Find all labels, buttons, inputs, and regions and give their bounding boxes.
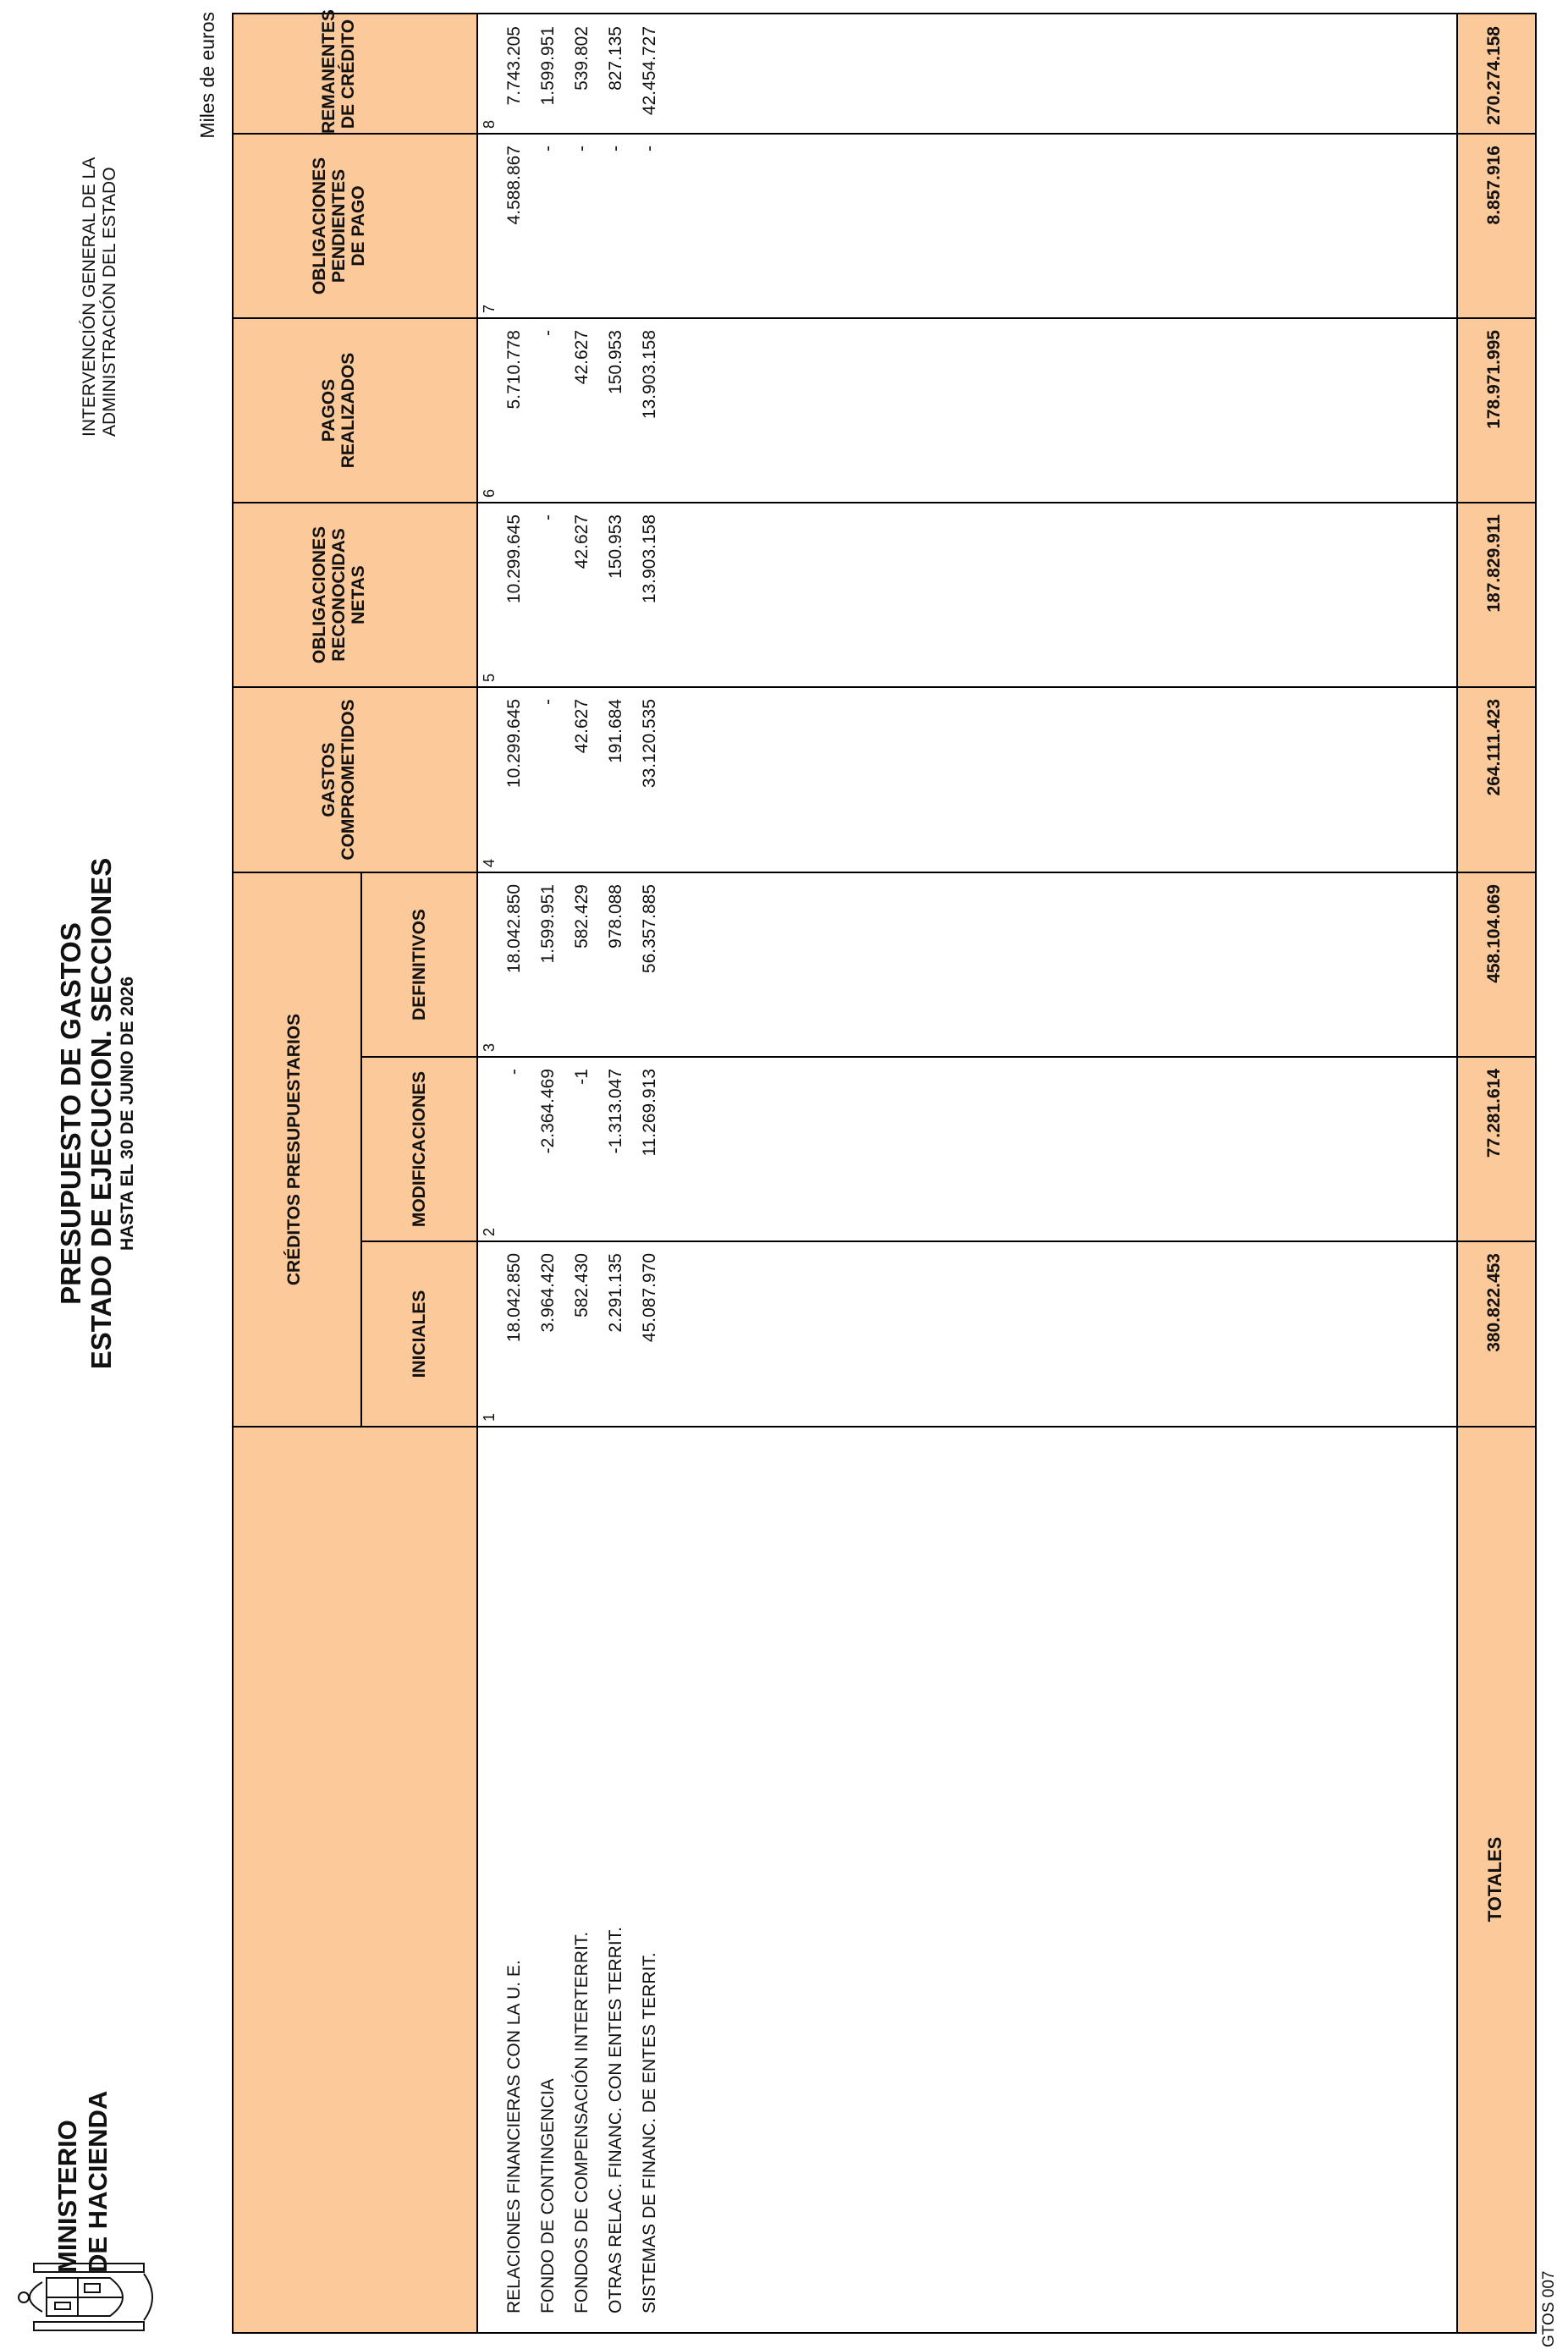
- table-cell: -2.364.469: [538, 1069, 558, 1154]
- table-cell: 42.627: [572, 699, 591, 754]
- column-header-4: COMPROMETIDOS: [338, 699, 358, 861]
- column-rule: [234, 1426, 1535, 1428]
- table-cell: 10.299.645: [504, 514, 524, 604]
- row-label: OTRAS RELAC. FINANC. CON ENTES TERRIT.: [606, 1926, 625, 2313]
- column-header-2: MODIFICACIONES: [409, 1070, 429, 1228]
- table-cell: 3.964.420: [538, 1253, 558, 1333]
- totals-label: TOTALES: [1484, 1836, 1505, 1923]
- table-cell: 33.120.535: [640, 699, 659, 789]
- table-cell: -: [538, 699, 558, 705]
- table-cell: 1.599.951: [538, 26, 558, 106]
- row-label: FONDO DE CONTINGENCIA: [538, 2078, 558, 2313]
- column-header-5: NETAS: [348, 565, 368, 624]
- table-cell: -: [606, 146, 625, 151]
- column-number-4: 4: [481, 858, 498, 867]
- table-cell: 42.627: [572, 514, 591, 569]
- table-cell: 827.135: [606, 26, 625, 91]
- header-bottom-rule: [476, 14, 478, 2332]
- column-header-6: PAGOS: [319, 378, 338, 443]
- totals-cell: 270.274.158: [1484, 26, 1504, 125]
- table-cell: 150.953: [606, 514, 625, 579]
- row-label: RELACIONES FINANCIERAS CON LA U. E.: [504, 1960, 524, 2313]
- units-label: Miles de euros: [196, 12, 218, 139]
- ministry-line-1: MINISTERIO: [52, 2120, 82, 2273]
- table-cell: 1.599.951: [538, 884, 558, 964]
- form-code: GTOS 007: [1540, 2270, 1558, 2347]
- table-cell: 13.903.158: [640, 514, 659, 604]
- column-rule: [360, 1241, 1535, 1242]
- column-number-2: 2: [481, 1227, 498, 1236]
- column-number-6: 6: [481, 488, 498, 498]
- table-cell: 5.710.778: [504, 330, 524, 410]
- table-cell: -: [640, 146, 659, 151]
- totals-top-rule: [1456, 14, 1458, 2332]
- table-cell: 42.454.727: [640, 26, 659, 116]
- column-header-3: DEFINITIVOS: [409, 909, 429, 1020]
- table-cell: 10.299.645: [504, 699, 524, 789]
- row-label: SISTEMAS DE FINANC. DE ENTES TERRIT.: [640, 1952, 659, 2313]
- column-header-6: REALIZADOS: [338, 352, 358, 469]
- column-header-4: GASTOS: [319, 742, 338, 817]
- table-cell: -: [538, 330, 558, 336]
- column-number-7: 7: [481, 304, 498, 313]
- execution-table: [232, 8, 1537, 2334]
- table-cell: 191.684: [606, 699, 625, 763]
- table-cell: 978.088: [606, 884, 625, 949]
- table-cell: -: [504, 1069, 524, 1075]
- ministry-name: [52, 2091, 113, 2273]
- column-header-5: OBLIGACIONES: [309, 525, 329, 664]
- column-header-7: PENDIENTES: [328, 168, 349, 283]
- table-cell: 11.269.913: [640, 1069, 659, 1157]
- column-header-7: OBLIGACIONES: [309, 157, 329, 295]
- totals-cell: 77.281.614: [1484, 1069, 1504, 1158]
- table-cell: 18.042.850: [504, 884, 524, 974]
- title-line-1: PRESUPUESTO DE GASTOS: [55, 922, 86, 1305]
- column-header-7: DE PAGO: [348, 185, 368, 267]
- igae-line-1: INTERVENCIÓN GENERAL DE LA: [80, 157, 99, 437]
- totals-cell: 187.829.911: [1484, 514, 1504, 613]
- igae-line-2: ADMINISTRACIÓN DEL ESTADO: [100, 167, 119, 437]
- totals-cell: 380.822.453: [1484, 1253, 1504, 1352]
- column-rule: [234, 317, 1535, 319]
- column-rule: [234, 133, 1535, 135]
- totals-cell: 458.104.069: [1484, 884, 1504, 983]
- column-rule: [360, 1056, 1535, 1058]
- title-line-2: ESTADO DE EJECUCION. SECCIONES: [85, 857, 117, 1370]
- row-label: FONDOS DE COMPENSACIÓN INTERTERRIT.: [572, 1931, 591, 2313]
- totals-cell: 178.971.995: [1484, 330, 1504, 429]
- table-cell: 150.953: [606, 330, 625, 394]
- column-rule: [234, 872, 1535, 873]
- column-number-1: 1: [481, 1412, 498, 1422]
- table-cell: -: [572, 146, 591, 151]
- column-header-8: DE CRÉDITO: [338, 19, 358, 129]
- table-cell: -: [538, 514, 558, 520]
- column-header-8: REMANENTES: [319, 8, 338, 134]
- column-number-3: 3: [481, 1042, 498, 1052]
- table-cell: 56.357.885: [640, 884, 659, 974]
- totals-cell: 264.111.423: [1484, 699, 1504, 796]
- table-cell: 4.588.867: [504, 146, 524, 225]
- table-cell: 13.903.158: [640, 330, 659, 420]
- group-header-rule: [360, 872, 362, 1427]
- table-cell: 18.042.850: [504, 1253, 524, 1343]
- column-header-1: INICIALES: [409, 1290, 429, 1378]
- table-cell: 582.430: [572, 1253, 591, 1318]
- table-cell: -: [538, 146, 558, 151]
- table-cell: -1: [572, 1069, 591, 1085]
- table-cell: -1.313.047: [606, 1069, 625, 1154]
- column-number-5: 5: [481, 673, 498, 682]
- column-header-5: RECONOCIDAS: [328, 528, 349, 662]
- column-number-8: 8: [481, 119, 498, 129]
- table-cell: 45.087.970: [640, 1253, 659, 1343]
- table-cell: 539.802: [572, 26, 591, 91]
- report-title: [56, 792, 139, 1435]
- table-cell: 2.291.135: [606, 1253, 625, 1333]
- table-cell: 582.429: [572, 884, 591, 949]
- totals-cell: 8.857.916: [1484, 146, 1504, 225]
- table-cell: 7.743.205: [504, 26, 524, 106]
- column-rule: [234, 686, 1535, 688]
- group-header-creditos: CRÉDITOS PRESUPUESTARIOS: [284, 1013, 304, 1286]
- igae-name: [80, 157, 120, 437]
- title-line-3: HASTA EL 30 DE JUNIO DE 2026: [118, 976, 137, 1252]
- ministry-line-2: DE HACIENDA: [83, 2090, 113, 2273]
- table-cell: 42.627: [572, 330, 591, 385]
- column-rule: [234, 502, 1535, 503]
